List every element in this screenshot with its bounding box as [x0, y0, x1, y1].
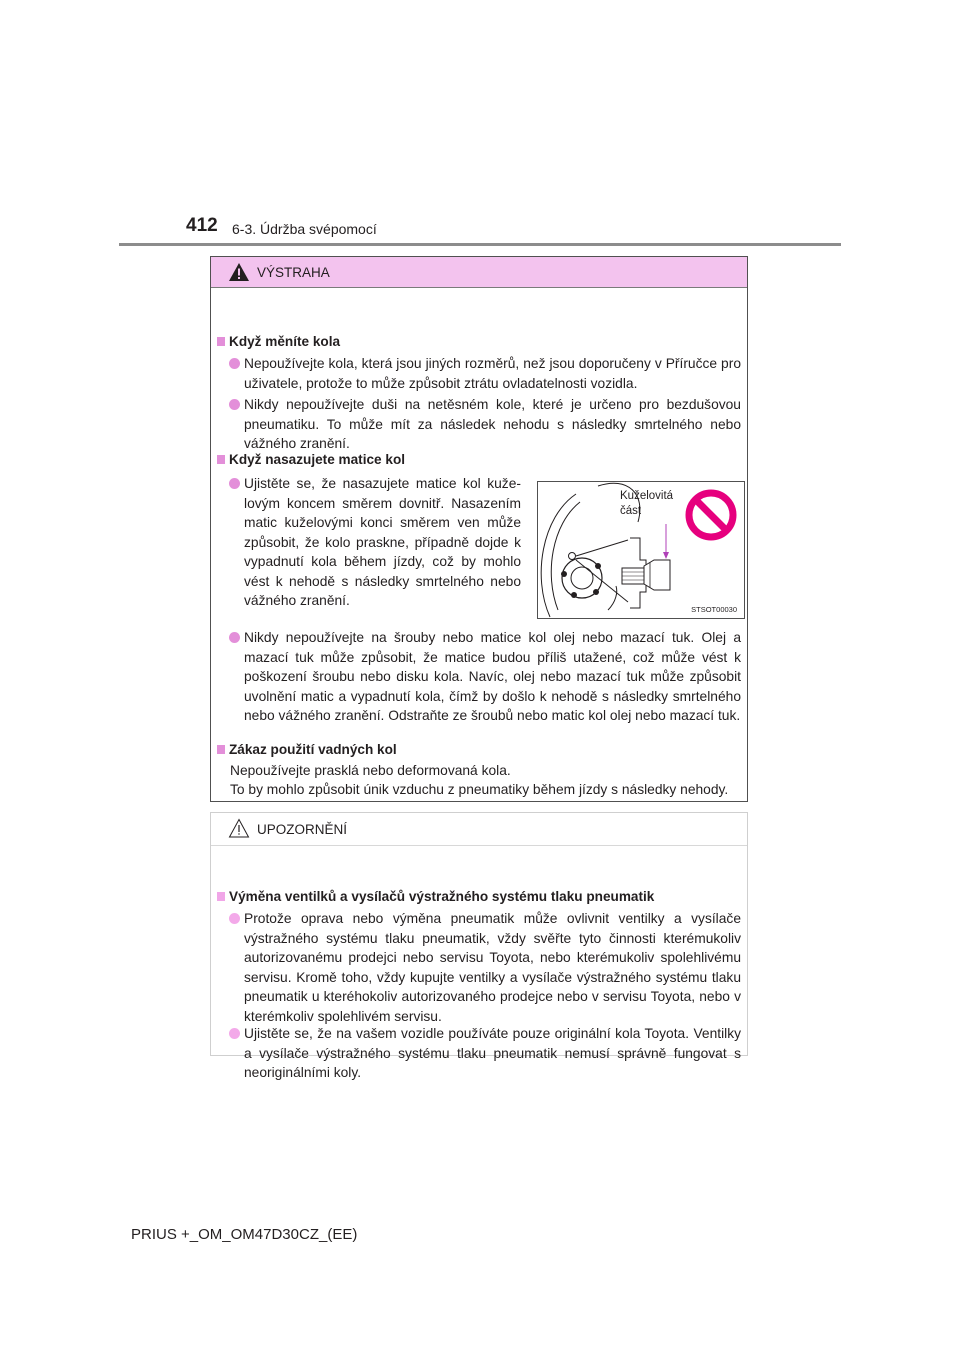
warning-box: [210, 256, 748, 802]
list-item: Nepoužívejte kola, která jsou jiných rozměrů, než jsou doporučeny v Příručce pro uživatele, protože to může způsobit ztrátu ovladatelnosti vozidla.: [229, 354, 741, 393]
round-bullet-icon: [229, 399, 240, 410]
square-bullet-icon: [217, 455, 225, 464]
round-bullet-icon: [229, 478, 240, 489]
caution-title: UPOZORNĚNÍ: [257, 822, 348, 837]
caution-header: [211, 813, 747, 846]
caution-box: [210, 812, 748, 1080]
list-item: Nikdy nepoužívejte na šrouby nebo matice kol olej nebo mazací tuk. Olej a mazací tuk může způsobit, že matice budou příliš utažené, což může vést k poškození šroubu nebo disku kola. Navíc, olej nebo mazací tuk může způsobit uvolnění matic a vypadnutí kola, čímž by došlo k nehodě s následky smrtelného nebo vážného zranění. Odstraňte ze šroubů nebo matic kol olej nebo mazací tuk.: [229, 628, 741, 726]
header-rule: [119, 243, 841, 246]
page-number: 412: [186, 215, 218, 236]
square-bullet-icon: [217, 337, 225, 346]
wheel-nut-illustration: [537, 481, 745, 619]
caution-triangle-icon: [228, 818, 250, 838]
round-bullet-icon: [229, 358, 240, 369]
defective-wheels-text: Nepoužívejte prasklá nebo deformovaná kola. To by mohlo způsobit únik vzduchu z pneumatiky během jízdy s následky nehody.: [230, 763, 729, 797]
list-item: Ujistěte se, že na vašem vozidle používáte pouze originální kola Toyota. Ventilky a vysílače výstražného systému tlaku pneumatik nemusí správně fungovat s neoriginálními koly.: [229, 1024, 741, 1083]
section-heading-wheel-nuts: Když nasazujete matice kol: [217, 450, 405, 469]
section-heading-defective-wheels: Zákaz použití vadných kol: [217, 740, 397, 759]
section-heading-valves-transmitters: Výměna ventilků a vysílačů výstražného systému tlaku pneumatik: [217, 887, 654, 906]
warning-title: VÝSTRAHA: [257, 265, 330, 280]
section-heading-changing-wheels: Když měníte kola: [217, 332, 340, 351]
round-bullet-icon: [229, 1028, 240, 1039]
list-item: Protože oprava nebo výměna pneumatik může ovlivnit ventilky a vysílače výstražného systému tlaku pneumatik, vždy svěřte tyto činnosti kterémukoliv autorizovanému prodejci nebo servisu Toyota, nebo kterémukoliv spolehlivému servisu. Kromě toho, vždy kupujte ventilky a vysílače výstražného systému tlaku pneumatik u kteréhokoliv autorizovaného prodejce nebo v servisu Toyota, nebo v kterémkoliv spolehlivém servisu.: [229, 909, 741, 1026]
warning-triangle-icon: [228, 262, 250, 282]
document-id: PRIUS +_OM_OM47D30CZ_(EE): [131, 1226, 358, 1243]
warning-header: [211, 257, 747, 288]
round-bullet-icon: [229, 913, 240, 924]
list-item: Ujistěte se, že nasazujete matice kol kuželovým koncem směrem dovnitř. Nasazením matic kuželovými konci směrem ven může způsobit, že kolo praskne, případně dojde k vypadnutí kola během jízdy, což by mohlo vést k nehodě s následky smrtelného nebo vážného zranění.: [229, 474, 521, 611]
square-bullet-icon: [217, 892, 225, 901]
round-bullet-icon: [229, 632, 240, 643]
section-title: 6-3. Údržba svépomocí: [232, 221, 377, 237]
figure-code: STSOT00030: [691, 605, 737, 614]
square-bullet-icon: [217, 745, 225, 754]
figure-label: Kuželovitá část: [620, 490, 674, 517]
list-item: Nikdy nepoužívejte duši na netěsném kole, které je určeno pro bezdušovou pneumatiku. To může mít za následek nehodu s následky smrtelného nebo vážného zranění.: [229, 395, 741, 454]
